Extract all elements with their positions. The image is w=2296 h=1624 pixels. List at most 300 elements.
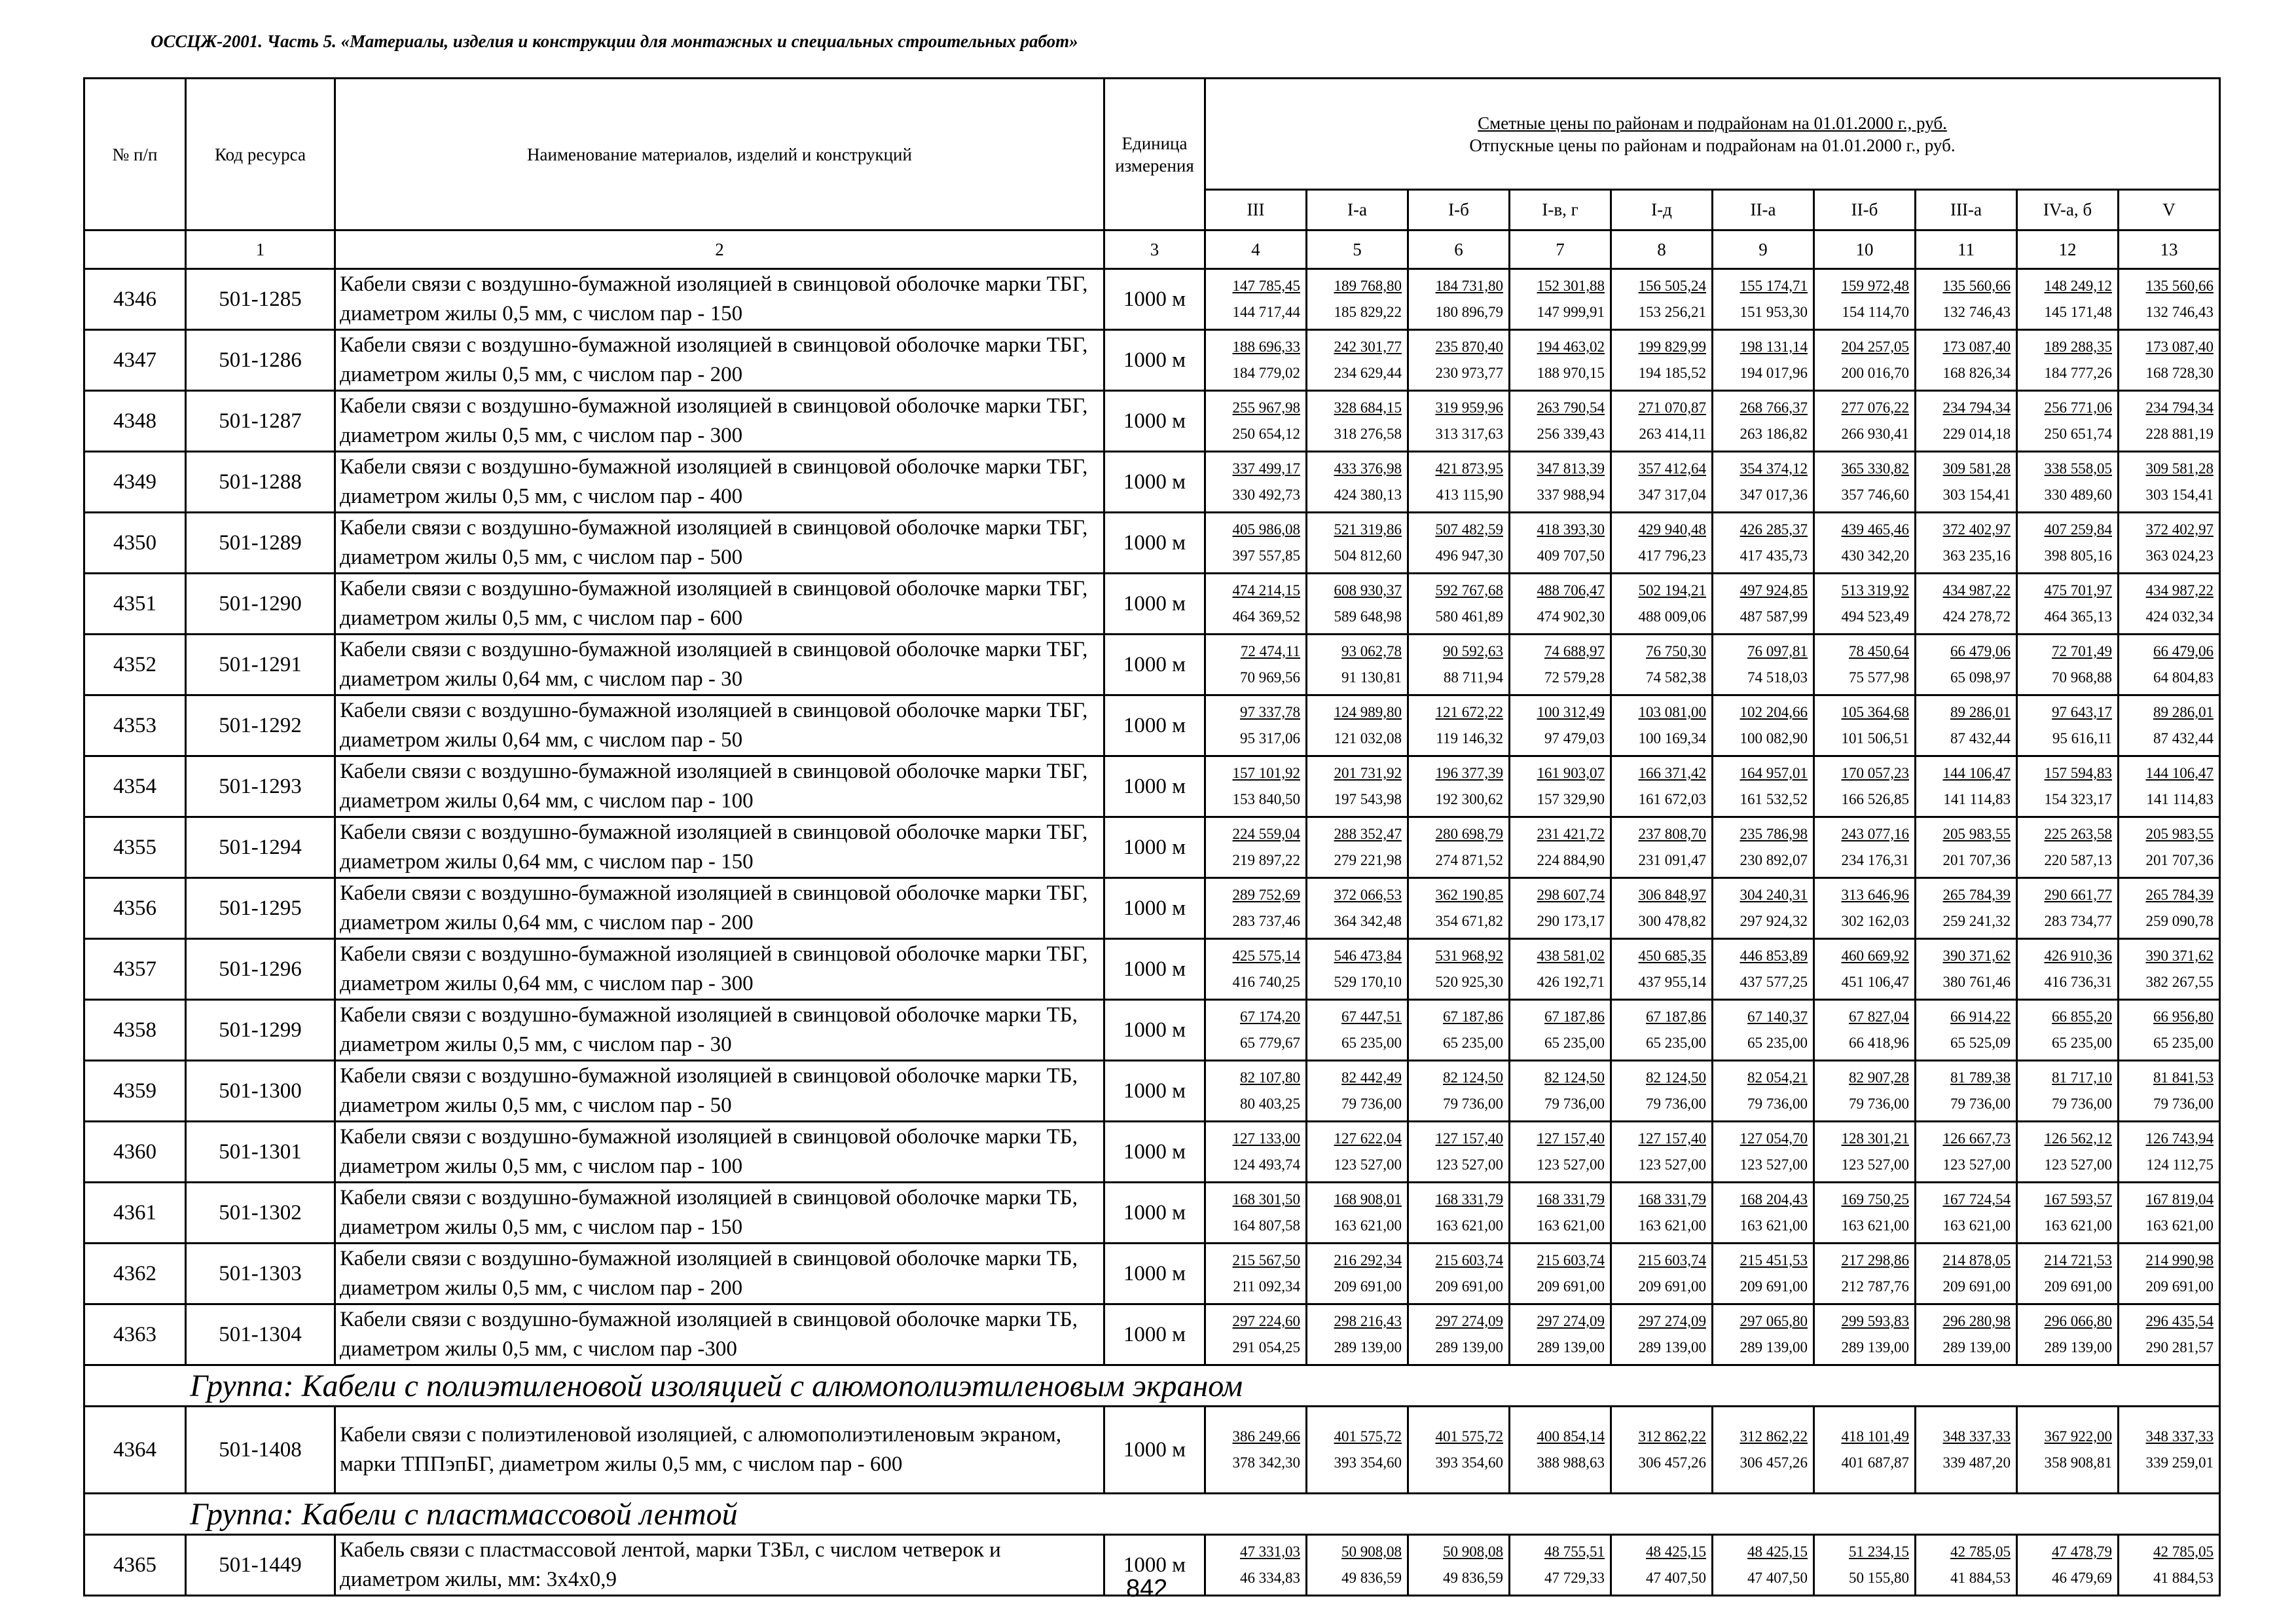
column-number: 10 (1814, 231, 1916, 269)
row-number: 4350 (84, 513, 186, 574)
price-cell (2017, 1304, 2119, 1365)
release-price: 464 369,52 (1232, 608, 1300, 625)
estimate-price: 89 286,01 (2153, 704, 2214, 720)
release-price: 65 235,00 (2153, 1035, 2214, 1051)
price-cell (1307, 513, 1408, 574)
release-price: 496 947,30 (1435, 547, 1503, 564)
document-header: ОССЦЖ-2001. Часть 5. «Материалы, изделия и конструкции для монтажных и специальных строительных работ» (151, 31, 1078, 51)
resource-code: 501-1290 (186, 574, 335, 635)
price-cell (2017, 1000, 2119, 1061)
unit: 1000 м (1104, 695, 1205, 756)
estimate-price: 263 790,54 (1537, 399, 1605, 416)
release-price: 201 707,36 (1942, 852, 2011, 868)
release-price: 388 988,63 (1537, 1454, 1605, 1471)
estimate-price: 328 684,15 (1334, 399, 1402, 416)
estimate-price: 173 087,40 (1942, 339, 2011, 355)
price-cell (2119, 817, 2220, 878)
price-cell (1307, 817, 1408, 878)
release-price: 154 114,70 (1842, 304, 1909, 320)
estimate-price: 298 216,43 (1334, 1313, 1402, 1329)
resource-code: 501-1299 (186, 1000, 335, 1061)
estimate-price: 199 829,99 (1638, 339, 1706, 355)
price-cell (2017, 1183, 2119, 1244)
material-name: Кабели связи с воздушно-бумажной изоляцией в свинцовой оболочке марки ТБГ, диаметром жилы 0,64 мм, с числом пар - 150 (335, 817, 1104, 878)
price-cell (1611, 1304, 1713, 1365)
row-number: 4347 (84, 330, 186, 391)
estimate-price: 127 054,70 (1740, 1130, 1808, 1147)
estimate-price: 401 575,72 (1334, 1428, 1402, 1445)
estimate-price: 372 402,97 (1942, 521, 2011, 538)
estimate-price: 426 910,36 (2044, 948, 2112, 964)
release-price: 291 054,25 (1232, 1339, 1300, 1356)
price-cell (1510, 452, 1611, 513)
price-cell (2017, 1061, 2119, 1122)
region-header: I-д (1611, 190, 1713, 231)
estimate-price: 198 131,14 (1740, 339, 1808, 355)
estimate-price: 161 903,07 (1537, 765, 1605, 781)
release-price: 185 829,22 (1334, 304, 1402, 320)
row-number: 4359 (84, 1061, 186, 1122)
resource-code: 501-1300 (186, 1061, 335, 1122)
price-cell (1408, 391, 1510, 452)
resource-code: 501-1295 (186, 878, 335, 939)
row-number: 4363 (84, 1304, 186, 1365)
estimate-price: 82 124,50 (1443, 1069, 1503, 1086)
price-cell (1408, 1535, 1510, 1596)
release-price: 339 487,20 (1942, 1454, 2011, 1471)
resource-code: 501-1285 (186, 269, 335, 330)
release-price: 363 235,16 (1942, 547, 2011, 564)
price-cell (1713, 513, 1814, 574)
release-price: 358 908,81 (2044, 1454, 2112, 1471)
estimate-price: 82 124,50 (1646, 1069, 1706, 1086)
release-price: 145 171,48 (2044, 304, 2112, 320)
material-name: Кабели связи с воздушно-бумажной изоляцией в свинцовой оболочке марки ТБГ, диаметром жилы 0,5 мм, с числом пар - 300 (335, 391, 1104, 452)
release-price: 184 779,02 (1232, 365, 1300, 381)
row-number: 4356 (84, 878, 186, 939)
price-cell (1408, 1407, 1510, 1494)
release-price: 41 884,53 (2153, 1570, 2214, 1586)
header-code: Код ресурса (186, 79, 335, 231)
resource-code: 501-1449 (186, 1535, 335, 1596)
price-cell (1205, 1407, 1307, 1494)
estimate-price: 256 771,06 (2044, 399, 2112, 416)
unit: 1000 м (1104, 1244, 1205, 1304)
price-cell (1916, 1407, 2017, 1494)
estimate-price: 348 337,33 (1942, 1428, 2011, 1445)
release-price: 209 691,00 (2145, 1278, 2214, 1295)
estimate-price: 126 667,73 (1942, 1130, 2011, 1147)
release-price: 153 840,50 (1232, 791, 1300, 807)
unit: 1000 м (1104, 269, 1205, 330)
unit: 1000 м (1104, 513, 1205, 574)
column-number: 3 (1104, 231, 1205, 269)
price-cell (1713, 452, 1814, 513)
table-row (84, 574, 2220, 635)
estimate-price: 312 862,22 (1740, 1428, 1808, 1445)
release-price: 168 728,30 (2145, 365, 2214, 381)
price-cell (1307, 330, 1408, 391)
price-cell (1916, 269, 2017, 330)
price-cell (2119, 1244, 2220, 1304)
estimate-price: 242 301,77 (1334, 339, 1402, 355)
price-cell (1916, 391, 2017, 452)
material-name: Кабели связи с воздушно-бумажной изоляцией в свинцовой оболочке марки ТБГ, диаметром жилы 0,5 мм, с числом пар - 500 (335, 513, 1104, 574)
estimate-price: 513 319,92 (1841, 582, 1909, 599)
price-cell (2119, 1304, 2220, 1365)
release-price: 163 621,00 (1537, 1217, 1605, 1234)
price-cell (1408, 1000, 1510, 1061)
price-cell (2017, 574, 2119, 635)
price-cell (1713, 1000, 1814, 1061)
release-price: 347 017,36 (1740, 487, 1808, 503)
estimate-price: 168 301,50 (1232, 1191, 1300, 1208)
price-cell (1510, 939, 1611, 1000)
estimate-price: 347 813,39 (1537, 460, 1605, 477)
estimate-price: 127 157,40 (1435, 1130, 1503, 1147)
release-price: 589 648,98 (1334, 608, 1402, 625)
price-cell (1307, 939, 1408, 1000)
price-cell (2119, 635, 2220, 695)
price-cell (1713, 1061, 1814, 1122)
price-cell (1205, 391, 1307, 452)
estimate-price: 297 274,09 (1435, 1313, 1503, 1329)
price-cell (1205, 574, 1307, 635)
release-price: 283 737,46 (1232, 913, 1300, 929)
estimate-price: 434 987,22 (1942, 582, 2011, 599)
release-price: 303 154,41 (2145, 487, 2214, 503)
release-price: 79 736,00 (1341, 1096, 1402, 1112)
release-price: 65 779,67 (1240, 1035, 1300, 1051)
release-price: 119 146,32 (1436, 730, 1503, 747)
resource-code: 501-1408 (186, 1407, 335, 1494)
release-price: 398 805,16 (2044, 547, 2112, 564)
estimate-price: 66 479,06 (1950, 643, 2011, 659)
estimate-price: 277 076,22 (1841, 399, 1909, 416)
release-price: 289 139,00 (1841, 1339, 1909, 1356)
estimate-price: 297 065,80 (1740, 1313, 1808, 1329)
price-cell (1916, 1122, 2017, 1183)
estimate-price: 144 106,47 (2145, 765, 2214, 781)
price-cell (1611, 1183, 1713, 1244)
price-cell (1408, 878, 1510, 939)
estimate-price: 78 450,64 (1849, 643, 1909, 659)
price-cell (1611, 756, 1713, 817)
estimate-price: 400 854,14 (1537, 1428, 1605, 1445)
price-cell (2017, 269, 2119, 330)
resource-code: 501-1292 (186, 695, 335, 756)
estimate-price: 76 097,81 (1747, 643, 1808, 659)
release-price: 132 746,43 (1942, 304, 2011, 320)
price-cell (1307, 574, 1408, 635)
page-number: 842 (1126, 1575, 1168, 1602)
resource-code: 501-1304 (186, 1304, 335, 1365)
price-cell (2017, 695, 2119, 756)
release-price: 65 235,00 (1544, 1035, 1605, 1051)
estimate-price: 474 214,15 (1232, 582, 1300, 599)
table-row (84, 635, 2220, 695)
estimate-price: 390 371,62 (2145, 948, 2214, 964)
price-cell (2017, 939, 2119, 1000)
release-price: 79 736,00 (1544, 1096, 1605, 1112)
estimate-price: 82 124,50 (1544, 1069, 1605, 1086)
estimate-price: 48 755,51 (1544, 1543, 1605, 1560)
release-price: 230 973,77 (1435, 365, 1503, 381)
release-price: 161 532,52 (1740, 791, 1808, 807)
price-cell (1205, 817, 1307, 878)
release-price: 437 577,25 (1740, 974, 1808, 990)
release-price: 380 761,46 (1942, 974, 2011, 990)
price-cell (2119, 269, 2220, 330)
price-cell (1611, 1407, 1713, 1494)
price-cell (1408, 269, 1510, 330)
estimate-price: 159 972,48 (1841, 278, 1909, 294)
estimate-price: 97 337,78 (1240, 704, 1300, 720)
estimate-price: 167 819,04 (2145, 1191, 2214, 1208)
release-price: 494 523,49 (1841, 608, 1909, 625)
release-price: 274 871,52 (1435, 852, 1503, 868)
estimate-price: 297 224,60 (1232, 1313, 1300, 1329)
row-number: 4360 (84, 1122, 186, 1183)
estimate-price: 51 234,15 (1849, 1543, 1909, 1560)
unit: 1000 м (1104, 756, 1205, 817)
estimate-price: 418 101,49 (1841, 1428, 1909, 1445)
estimate-price: 168 204,43 (1740, 1191, 1808, 1208)
release-price: 163 621,00 (1841, 1217, 1909, 1234)
estimate-price: 231 421,72 (1537, 826, 1605, 842)
release-price: 163 621,00 (1435, 1217, 1503, 1234)
estimate-price: 42 785,05 (1950, 1543, 2011, 1560)
estimate-price: 450 685,35 (1638, 948, 1706, 964)
release-price: 290 173,17 (1537, 913, 1605, 929)
price-cell (1205, 939, 1307, 1000)
price-cell (1205, 756, 1307, 817)
price-cell (1205, 1304, 1307, 1365)
release-price: 79 736,00 (1950, 1096, 2011, 1112)
price-cell (1307, 1244, 1408, 1304)
release-price: 302 162,03 (1841, 913, 1909, 929)
release-price: 212 787,76 (1841, 1278, 1909, 1295)
release-price: 87 432,44 (1950, 730, 2011, 747)
release-price: 66 418,96 (1849, 1035, 1909, 1051)
release-price: 487 587,99 (1740, 608, 1808, 625)
table-row (84, 1304, 2220, 1365)
table-row (84, 878, 2220, 939)
price-cell (1814, 1122, 1916, 1183)
table-body (84, 269, 2220, 1596)
estimate-price: 297 274,09 (1537, 1313, 1605, 1329)
price-cell (1510, 1304, 1611, 1365)
table-row (84, 1000, 2220, 1061)
estimate-price: 405 986,08 (1232, 521, 1300, 538)
estimate-price: 173 087,40 (2145, 339, 2214, 355)
price-cell (1713, 1535, 1814, 1596)
estimate-price: 288 352,47 (1334, 826, 1402, 842)
release-price: 46 479,69 (2052, 1570, 2112, 1586)
release-price: 224 884,90 (1537, 852, 1605, 868)
estimate-price: 164 957,01 (1740, 765, 1808, 781)
material-name: Кабели связи с воздушно-бумажной изоляцией в свинцовой оболочке марки ТБГ, диаметром жилы 0,64 мм, с числом пар - 300 (335, 939, 1104, 1000)
release-price: 100 169,34 (1638, 730, 1706, 747)
release-price: 234 176,31 (1841, 852, 1909, 868)
estimate-price: 531 968,92 (1435, 948, 1503, 964)
estimate-price: 497 924,85 (1740, 582, 1808, 599)
estimate-price: 157 101,92 (1232, 765, 1300, 781)
price-cell (2017, 330, 2119, 391)
estimate-price: 67 187,86 (1646, 1008, 1706, 1025)
price-cell (1307, 1304, 1408, 1365)
release-price: 357 746,60 (1841, 487, 1909, 503)
release-price: 164 807,58 (1232, 1217, 1300, 1234)
price-cell (2119, 1000, 2220, 1061)
release-price: 426 192,71 (1537, 974, 1605, 990)
release-price: 123 527,00 (1740, 1156, 1808, 1173)
release-price: 163 621,00 (1942, 1217, 2011, 1234)
estimate-price: 215 603,74 (1638, 1252, 1706, 1268)
unit: 1000 м (1104, 635, 1205, 695)
release-price: 194 017,96 (1740, 365, 1808, 381)
estimate-price: 297 274,09 (1638, 1313, 1706, 1329)
release-price: 209 691,00 (2044, 1278, 2112, 1295)
unit: 1000 м (1104, 939, 1205, 1000)
release-price: 313 317,63 (1435, 426, 1503, 442)
release-price: 74 518,03 (1747, 669, 1808, 686)
release-price: 330 489,60 (2044, 487, 2112, 503)
release-price: 488 009,06 (1638, 608, 1706, 625)
table-row (84, 939, 2220, 1000)
estimate-price: 214 878,05 (1942, 1252, 2011, 1268)
estimate-price: 386 249,66 (1232, 1428, 1300, 1445)
estimate-price: 126 562,12 (2044, 1130, 2112, 1147)
estimate-price: 224 559,04 (1232, 826, 1300, 842)
price-cell (1611, 1535, 1713, 1596)
estimate-price: 367 922,00 (2044, 1428, 2112, 1445)
region-header: II-а (1713, 190, 1814, 231)
material-name: Кабели связи с воздушно-бумажной изоляцией в свинцовой оболочке марки ТБ, диаметром жилы 0,5 мм, с числом пар - 30 (335, 1000, 1104, 1061)
price-cell (1510, 635, 1611, 695)
table-row (84, 452, 2220, 513)
price-cell (1814, 1407, 1916, 1494)
price-cell (1814, 635, 1916, 695)
table-row (84, 695, 2220, 756)
price-cell (1307, 452, 1408, 513)
price-cell (1205, 1122, 1307, 1183)
estimate-price: 268 766,37 (1740, 399, 1808, 416)
estimate-price: 214 721,53 (2044, 1252, 2112, 1268)
column-number-blank (84, 231, 186, 269)
release-price: 230 892,07 (1740, 852, 1808, 868)
price-cell (1814, 513, 1916, 574)
estimate-price: 121 672,22 (1435, 704, 1503, 720)
estimate-price: 152 301,88 (1537, 278, 1605, 294)
release-price: 65 235,00 (1443, 1035, 1503, 1051)
release-price: 228 881,19 (2145, 426, 2214, 442)
price-cell (1814, 1304, 1916, 1365)
release-price: 451 106,47 (1841, 974, 1909, 990)
table-row (84, 817, 2220, 878)
release-price: 263 414,11 (1639, 426, 1706, 442)
resource-code: 501-1286 (186, 330, 335, 391)
estimate-price: 488 706,47 (1537, 582, 1605, 599)
estimate-price: 216 292,34 (1334, 1252, 1402, 1268)
estimate-price: 168 331,79 (1435, 1191, 1503, 1208)
group-title: Группа: Кабели с пластмассовой лентой (84, 1494, 2220, 1535)
release-price: 132 746,43 (2145, 304, 2214, 320)
price-cell (1205, 452, 1307, 513)
release-price: 70 968,88 (2052, 669, 2112, 686)
release-price: 72 579,28 (1544, 669, 1605, 686)
estimate-price: 372 066,53 (1334, 887, 1402, 903)
price-cell (1916, 1183, 2017, 1244)
release-price: 166 526,85 (1841, 791, 1909, 807)
estimate-price: 169 750,25 (1841, 1191, 1909, 1208)
row-number: 4364 (84, 1407, 186, 1494)
estimate-price: 166 371,42 (1638, 765, 1706, 781)
price-cell (1916, 330, 2017, 391)
release-price: 279 221,98 (1334, 852, 1402, 868)
resource-code: 501-1302 (186, 1183, 335, 1244)
price-cell (1814, 269, 1916, 330)
estimate-price: 67 827,04 (1849, 1008, 1909, 1025)
table-row (84, 391, 2220, 452)
estimate-price: 189 288,35 (2044, 339, 2112, 355)
price-cell (1307, 1061, 1408, 1122)
estimate-price: 82 442,49 (1341, 1069, 1402, 1086)
release-price: 163 621,00 (2044, 1217, 2112, 1234)
price-cell (2119, 1122, 2220, 1183)
release-price: 194 185,52 (1638, 365, 1706, 381)
release-price: 154 323,17 (2044, 791, 2112, 807)
estimate-price: 357 412,64 (1638, 460, 1706, 477)
estimate-price: 82 907,28 (1849, 1069, 1909, 1086)
release-price: 297 924,32 (1740, 913, 1808, 929)
price-cell (1611, 330, 1713, 391)
release-price: 123 527,00 (1638, 1156, 1706, 1173)
release-price: 401 687,87 (1841, 1454, 1909, 1471)
estimate-price: 546 473,84 (1334, 948, 1402, 964)
price-cell (1916, 1244, 2017, 1304)
unit: 1000 м (1104, 1535, 1205, 1596)
unit: 1000 м (1104, 574, 1205, 635)
material-name: Кабели связи с воздушно-бумажной изоляцией в свинцовой оболочке марки ТБГ, диаметром жилы 0,5 мм, с числом пар - 400 (335, 452, 1104, 513)
estimate-price: 338 558,05 (2044, 460, 2112, 477)
price-cell (1814, 452, 1916, 513)
release-price: 124 493,74 (1232, 1156, 1300, 1173)
release-price: 151 953,30 (1740, 304, 1808, 320)
release-price: 97 479,03 (1544, 730, 1605, 747)
release-price: 79 736,00 (2052, 1096, 2112, 1112)
release-price: 123 527,00 (1334, 1156, 1402, 1173)
row-number: 4351 (84, 574, 186, 635)
release-price: 416 736,31 (2044, 974, 2112, 990)
estimate-price: 168 331,79 (1638, 1191, 1706, 1208)
price-cell (1713, 878, 1814, 939)
price-cell (1307, 1407, 1408, 1494)
estimate-price: 475 701,97 (2044, 582, 2112, 599)
release-price: 209 691,00 (1942, 1278, 2011, 1295)
group-row (84, 1494, 2220, 1535)
material-name: Кабели связи с воздушно-бумажной изоляцией в свинцовой оболочке марки ТБ, диаметром жилы 0,5 мм, с числом пар - 150 (335, 1183, 1104, 1244)
material-name: Кабели связи с полиэтиленовой изоляцией, с алюмополиэтиленовым экраном, марки ТППэпБГ, диаметром жилы 0,5 мм, с числом пар - 600 (335, 1407, 1104, 1494)
release-price: 100 082,90 (1740, 730, 1808, 747)
region-header: IV-а, б (2017, 190, 2119, 231)
price-cell (2119, 695, 2220, 756)
price-cell (1408, 1061, 1510, 1122)
release-price: 393 354,60 (1334, 1454, 1402, 1471)
material-name: Кабели связи с воздушно-бумажной изоляцией в свинцовой оболочке марки ТБГ, диаметром жилы 0,64 мм, с числом пар - 30 (335, 635, 1104, 695)
estimate-price: 81 717,10 (2052, 1069, 2112, 1086)
price-cell (1510, 1122, 1611, 1183)
